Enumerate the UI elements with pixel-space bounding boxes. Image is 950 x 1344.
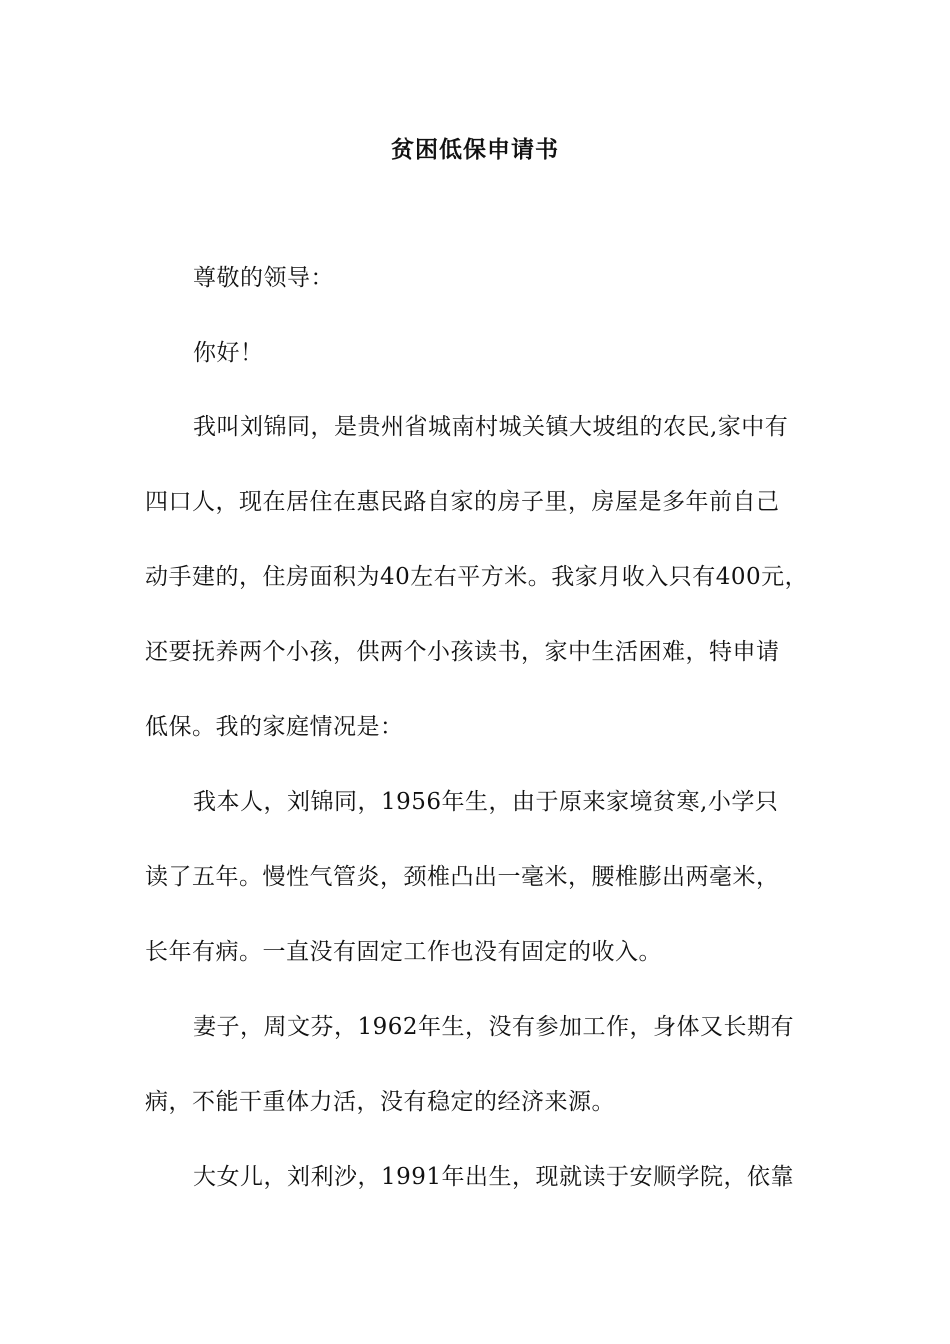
salutation: 尊敬的领导： (193, 265, 334, 291)
paragraph-line: 长年有病。一直没有固定工作也没有固定的收入。 (145, 939, 662, 965)
paragraph-line: 还要抚养两个小孩，供两个小孩读书，家中生活困难，特申请 (145, 639, 780, 665)
paragraph-line: 动手建的，住房面积为40左右平方米。我家月收入只有400元， (145, 564, 809, 590)
paragraph-line: 低保。我的家庭情况是： (145, 714, 404, 740)
paragraph-line: 四口人，现在居住在惠民路自家的房子里，房屋是多年前自己 (145, 489, 780, 515)
document-title: 贫困低保申请书 (391, 137, 559, 163)
paragraph-line: 大女儿，刘利沙，1991年出生，现就读于安顺学院，依靠 (193, 1164, 795, 1190)
greeting: 你好！ (193, 340, 264, 366)
paragraph-line: 妻子，周文芬，1962年生，没有参加工作，身体又长期有 (193, 1014, 795, 1040)
paragraph-line: 我叫刘锦同，是贵州省城南村城关镇大坡组的农民,家中有 (193, 414, 789, 440)
paragraph-line: 病，不能干重体力活，没有稳定的经济来源。 (145, 1089, 615, 1115)
paragraph-line: 我本人，刘锦同，1956年生，由于原来家境贫寒,小学只 (193, 789, 779, 815)
paragraph-line: 读了五年。慢性气管炎，颈椎凸出一毫米，腰椎膨出两毫米， (145, 864, 780, 890)
